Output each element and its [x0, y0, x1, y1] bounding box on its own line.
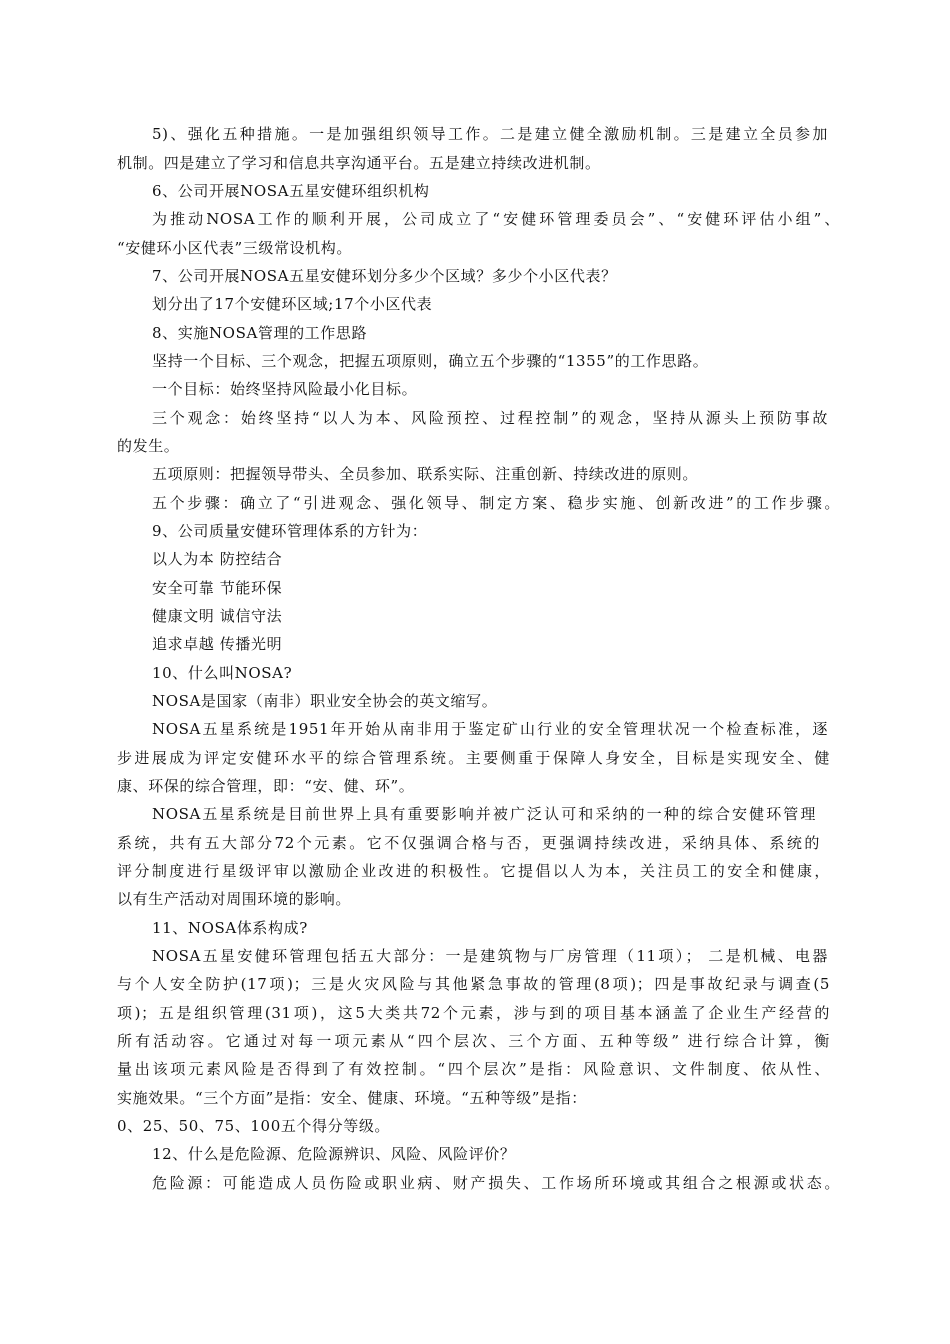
heading-11: 11、NOSA体系构成?: [152, 919, 308, 937]
heading-10: 10、什么叫NOSA?: [152, 664, 293, 682]
text-line: 量出该项元素风险是否得到了有效控制。“四个层次”是指：风险意识、文件制度、依从性、: [117, 1060, 830, 1078]
text-line: 实施效果。“三个方面”是指：安全、健康、环境。“五种等级”是指：: [117, 1089, 587, 1107]
text-line: 0、25、50、75、100五个得分等级。: [117, 1117, 391, 1135]
text-line: 危险源：可能造成人员伤险或职业病、财产损失、工作场所环境或其组合之根源或状态。: [152, 1174, 840, 1192]
text-line: 安全可靠 节能环保: [152, 579, 283, 597]
text-line: 以有生产活动对周围环境的影响。: [117, 890, 352, 908]
text-line: 健康文明 诚信守法: [152, 607, 283, 625]
text-line: 评分制度进行星级评审以激励企业改进的积极性。它提倡以人为本，关注员工的安全和健康，: [117, 862, 830, 880]
text-line: 所有活动容。它通过对每一项元素从“四个层次、三个方面、五种等级” 进行综合计算，衡: [117, 1032, 830, 1050]
text-line: 五项原则：把握领导带头、全员参加、联系实际、注重创新、持续改进的原则。: [152, 465, 699, 483]
text-line: 步进展成为评定安健环水平的综合管理系统。主要侧重于保障人身安全，目标是实现安全、健: [117, 749, 830, 767]
text-line: 项)；五是组织管理(31项)，这5大类共72个元素，涉与到的项目基本涵盖了企业生产经营的: [117, 1004, 830, 1022]
heading-12: 12、什么是危险源、危险源辨识、风险、风险评价？: [152, 1145, 516, 1163]
text-line: “安健环小区代表”三级常设机构。: [117, 239, 352, 257]
text-line: 追求卓越 传播光明: [152, 635, 283, 653]
text-line: NOSA五星安健环管理包括五大部分：一是建筑物与厂房管理（11项）； 二是机械、电器: [152, 947, 828, 965]
text-line: 康、环保的综合管理，即：“安、健、环”。: [117, 777, 415, 795]
text-line: 五个步骤：确立了“引进观念、强化领导、制定方案、稳步实施、创新改进”的工作步骤。: [152, 494, 840, 512]
text-line: 为推动NOSA工作的顺利开展，公司成立了“安健环管理委员会”、“安健环评估小组”、: [152, 210, 840, 228]
heading-9: 9、公司质量安健环管理体系的方针为：: [152, 522, 428, 540]
heading-8: 8、实施NOSA管理的工作思路: [152, 324, 368, 342]
heading-7: 7、公司开展NOSA五星安健环划分多少个区域？多少个小区代表？: [152, 267, 617, 285]
text-line: 三个观念：始终坚持“以人为本、风险预控、过程控制”的观念，坚持从源头上预防事故: [152, 409, 828, 427]
heading-6: 6、公司开展NOSA五星安健环组织机构: [152, 182, 430, 200]
text-line: 系统，共有五大部分72个元素。它不仅强调合格与否，更强调持续改进，采纳具体、系统的: [117, 834, 820, 852]
text-line: NOSA五星系统是1951年开始从南非用于鉴定矿山行业的安全管理状况一个检查标准，逐: [152, 720, 828, 738]
text-line: 与个人安全防护(17项)；三是火灾风险与其他紧急事故的管理(8项)；四是事故纪录与调查(5: [117, 975, 830, 993]
text-line: 划分出了17个安健环区域;17个小区代表: [152, 295, 433, 313]
text-line: NOSA五星系统是目前世界上具有重要影响并被广泛认可和采纳的一种的综合安健环管理: [152, 805, 816, 823]
text-line: NOSA是国家（南非）职业安全协会的英文缩写。: [152, 692, 498, 710]
text-line: 以人为本 防控结合: [152, 550, 283, 568]
text-line: 一个目标：始终坚持风险最小化目标。: [152, 380, 418, 398]
text-line: 的发生。: [117, 437, 180, 455]
text-line: 机制。四是建立了学习和信息共享沟通平台。五是建立持续改进机制。: [117, 154, 601, 172]
text-line: 坚持一个目标、三个观念，把握五项原则，确立五个步骤的“1355”的工作思路。: [152, 352, 709, 370]
text-line: 5)、强化五种措施。一是加强组织领导工作。二是建立健全激励机制。三是建立全员参加: [152, 125, 828, 143]
